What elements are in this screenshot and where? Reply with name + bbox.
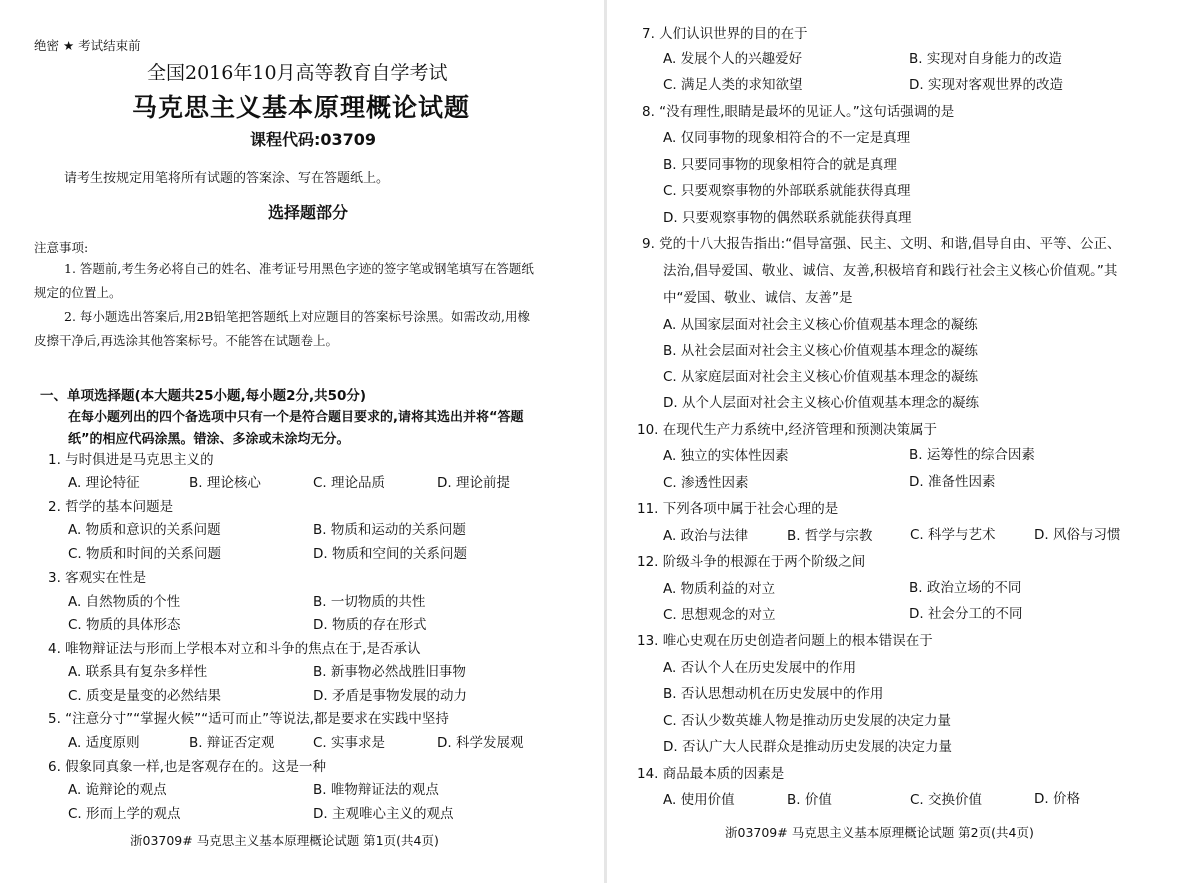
option-10c: C. 渗透性因素 — [663, 475, 749, 491]
option-3d: D. 物质的存在形式 — [313, 617, 427, 633]
option-13d: D. 否认广大人民群众是推动历史发展的决定力量 — [663, 739, 952, 755]
question-8: 8. “没有理性,眼睛是最坏的见证人。”这句话强调的是 — [642, 104, 955, 120]
option-3a: A. 自然物质的个性 — [68, 594, 181, 610]
option-5c: C. 实事求是 — [313, 735, 386, 751]
option-14b: B. 价值 — [787, 792, 832, 808]
page-footer: 浙03709# 马克思主义基本原理概论试题 第1页(共4页) — [130, 833, 439, 848]
part-description-line-2: 纸”的相应代码涂黑。错涂、多涂或未涂均无分。 — [68, 432, 350, 447]
paper-title: 马克思主义基本原理概论试题 — [132, 93, 471, 122]
option-14a: A. 使用价值 — [663, 792, 735, 808]
option-9d: D. 从个人层面对社会主义核心价值观基本理念的凝练 — [663, 395, 979, 411]
part-heading: 一、单项选择题(本大题共25小题,每小题2分,共50分) — [40, 388, 367, 404]
part-description-line-1: 在每小题列出的四个备选项中只有一个是符合题目要求的,请将其选出并将“答题 — [68, 410, 524, 425]
option-11a: A. 政治与法律 — [663, 528, 749, 544]
option-12c: C. 思想观念的对立 — [663, 607, 776, 623]
notice-2-line-2: 皮擦干净后,再选涂其他答案标号。不能答在试题卷上。 — [34, 333, 338, 348]
option-4a: A. 联系具有复杂多样性 — [68, 664, 208, 680]
option-7b: B. 实现对自身能力的改造 — [909, 51, 1062, 67]
option-12d: D. 社会分工的不同 — [909, 606, 1023, 622]
option-10a: A. 独立的实体性因素 — [663, 448, 789, 464]
option-5b: B. 辩证否定观 — [189, 735, 275, 751]
question-6: 6. 假象同真象一样,也是客观存在的。这是一种 — [48, 759, 326, 775]
option-5d: D. 科学发展观 — [437, 735, 524, 751]
question-9-line-1: 9. 党的十八大报告指出:“倡导富强、民主、文明、和谐,倡导自由、平等、公正、 — [642, 236, 1121, 252]
option-9b: B. 从社会层面对社会主义核心价值观基本理念的凝练 — [663, 343, 978, 359]
option-1d: D. 理论前提 — [437, 475, 510, 491]
option-5a: A. 适度原则 — [68, 735, 140, 751]
option-9c: C. 从家庭层面对社会主义核心价值观基本理念的凝练 — [663, 369, 979, 385]
option-12b: B. 政治立场的不同 — [909, 580, 1022, 596]
section-title: 选择题部分 — [268, 203, 349, 222]
question-14: 14. 商品最本质的因素是 — [637, 766, 785, 782]
option-6d: D. 主观唯心主义的观点 — [313, 806, 454, 822]
option-2d: D. 物质和空间的关系问题 — [313, 546, 467, 562]
option-6c: C. 形而上学的观点 — [68, 806, 181, 822]
option-3c: C. 物质的具体形态 — [68, 617, 181, 633]
course-code: 课程代码:03709 — [250, 130, 377, 149]
notice-heading: 注意事项: — [34, 240, 89, 255]
option-13a: A. 否认个人在历史发展中的作用 — [663, 660, 857, 676]
option-7d: D. 实现对客观世界的改造 — [909, 77, 1063, 93]
question-2: 2. 哲学的基本问题是 — [48, 499, 174, 515]
question-12: 12. 阶级斗争的根源在于两个阶级之间 — [637, 554, 866, 570]
option-2b: B. 物质和运动的关系问题 — [313, 522, 466, 538]
question-11: 11. 下列各项中属于社会心理的是 — [637, 501, 839, 517]
option-7a: A. 发展个人的兴趣爱好 — [663, 51, 803, 67]
question-10: 10. 在现代生产力系统中,经济管理和预测决策属于 — [637, 422, 938, 438]
confidential-mark: 绝密 ★ 考试结束前 — [34, 38, 141, 53]
question-5: 5. “注意分寸”“掌握火候”“适可而止”等说法,都是要求在实践中坚持 — [48, 711, 449, 727]
option-11d: D. 风俗与习惯 — [1034, 527, 1121, 543]
option-4c: C. 质变是量变的必然结果 — [68, 688, 222, 704]
question-7: 7. 人们认识世界的目的在于 — [642, 26, 808, 42]
question-4: 4. 唯物辩证法与形而上学根本对立和斗争的焦点在于,是否承认 — [48, 641, 421, 657]
option-14d: D. 价格 — [1034, 791, 1080, 807]
option-10d: D. 准备性因素 — [909, 474, 996, 490]
option-6b: B. 唯物辩证法的观点 — [313, 782, 439, 798]
option-8d: D. 只要观察事物的偶然联系就能获得真理 — [663, 210, 912, 226]
option-4b: B. 新事物必然战胜旧事物 — [313, 664, 466, 680]
question-9-line-2: 法治,倡导爱国、敬业、诚信、友善,积极培育和践行社会主义核心价值观。”其 — [663, 263, 1118, 279]
option-14c: C. 交换价值 — [910, 792, 983, 808]
option-11b: B. 哲学与宗教 — [787, 528, 873, 544]
option-4d: D. 矛盾是事物发展的动力 — [313, 688, 467, 704]
option-1b: B. 理论核心 — [189, 475, 261, 491]
question-9-line-3: 中“爱国、敬业、诚信、友善”是 — [663, 290, 853, 306]
option-8b: B. 只要同事物的现象相符合的就是真理 — [663, 157, 897, 173]
notice-2-line-1: 2. 每小题选出答案后,用2B铅笔把答题纸上对应题目的答案标号涂黑。如需改动,用橡 — [64, 309, 530, 324]
option-13b: B. 否认思想动机在历史发展中的作用 — [663, 686, 884, 702]
option-10b: B. 运筹性的综合因素 — [909, 447, 1035, 463]
option-9a: A. 从国家层面对社会主义核心价值观基本理念的凝练 — [663, 317, 978, 333]
option-1a: A. 理论特征 — [68, 475, 140, 491]
question-13: 13. 唯心史观在历史创造者问题上的根本错误在于 — [637, 633, 933, 649]
exam-title: 全国2016年10月高等教育自学考试 — [147, 62, 448, 84]
option-11c: C. 科学与艺术 — [910, 527, 996, 543]
notice-1-line-2: 规定的位置上。 — [34, 285, 122, 300]
option-8a: A. 仅同事物的现象相符合的不一定是真理 — [663, 130, 911, 146]
exam-page-2 — [607, 0, 1199, 883]
option-12a: A. 物质利益的对立 — [663, 581, 776, 597]
option-2c: C. 物质和时间的关系问题 — [68, 546, 222, 562]
notice-1-line-1: 1. 答题前,考生务必将自己的姓名、准考证号用黑色字迹的签字笔或钢笔填写在答题纸 — [64, 261, 534, 276]
page-footer: 浙03709# 马克思主义基本原理概论试题 第2页(共4页) — [725, 825, 1034, 840]
question-3: 3. 客观实在性是 — [48, 570, 147, 586]
instruction-text: 请考生按规定用笔将所有试题的答案涂、写在答题纸上。 — [64, 171, 390, 186]
option-7c: C. 满足人类的求知欲望 — [663, 77, 803, 93]
option-13c: C. 否认少数英雄人物是推动历史发展的决定力量 — [663, 713, 952, 729]
option-6a: A. 诡辩论的观点 — [68, 782, 167, 798]
option-2a: A. 物质和意识的关系问题 — [68, 522, 221, 538]
option-1c: C. 理论品质 — [313, 475, 386, 491]
option-8c: C. 只要观察事物的外部联系就能获得真理 — [663, 183, 911, 199]
option-3b: B. 一切物质的共性 — [313, 594, 426, 610]
question-1: 1. 与时俱进是马克思主义的 — [48, 452, 214, 468]
